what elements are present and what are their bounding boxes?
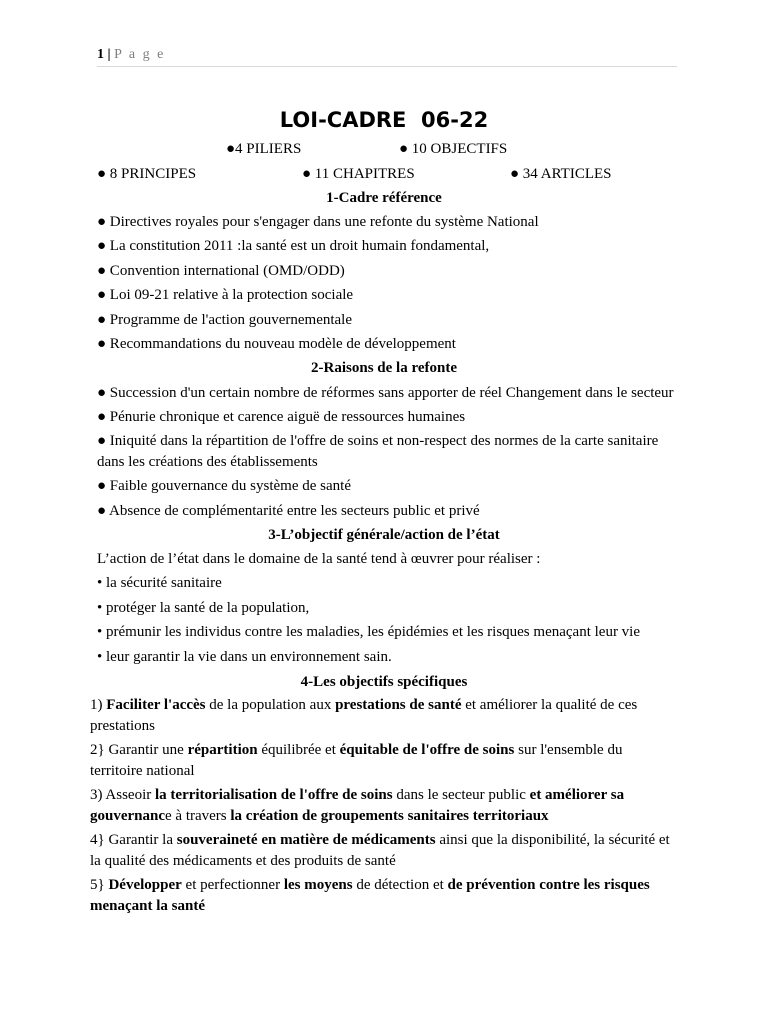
list-item: ● Convention international (OMD/ODD) bbox=[97, 263, 345, 279]
section-heading-objectifs-specifiques: 4-Les objectifs spécifiques bbox=[300, 674, 468, 690]
item-emphasis: la création de groupements sanitaires territoriaux bbox=[230, 808, 549, 824]
list-item: ● Programme de l'action gouvernementale bbox=[97, 312, 353, 328]
list-item: ● Succession d'un certain nombre de réformes sans apporter de réel Changement dans le secteur bbox=[97, 385, 674, 401]
list-item: ● Directives royales pour s'engager dans une refonte du système National bbox=[97, 214, 539, 230]
list-item: ● Faible gouvernance du système de santé bbox=[97, 478, 351, 494]
item-emphasis: et améliorer sa gouvernanc bbox=[90, 787, 625, 824]
objective-item-1 bbox=[90, 695, 678, 737]
page-label: P a g e bbox=[114, 47, 166, 62]
list-item: ● Loi 09-21 relative à la protection sociale bbox=[97, 287, 354, 303]
item-text: 5} bbox=[90, 877, 109, 893]
header-separator: | bbox=[107, 47, 111, 62]
item-text: et perfectionner bbox=[181, 877, 284, 893]
item-text: et améliorer la qualité de ces prestations bbox=[90, 697, 638, 734]
summary-piliers: ●4 PILIERS bbox=[226, 141, 302, 157]
summary-principes: ● 8 PRINCIPES bbox=[97, 166, 197, 182]
item-text: 2} Garantir une bbox=[90, 742, 188, 758]
item-emphasis: prestations de santé bbox=[335, 697, 462, 713]
item-text: de détection et bbox=[352, 877, 448, 893]
item-text: équilibrée et bbox=[257, 742, 340, 758]
item-emphasis: Développer bbox=[108, 877, 182, 893]
list-item: ● Iniquité dans la répartition de l'offre de soins et non-respect des normes de la carte sanitaire dans les créations des établissements bbox=[97, 433, 659, 470]
objective-item-3 bbox=[90, 785, 678, 827]
page-header bbox=[97, 46, 677, 67]
section-heading-cadre-reference: 1-Cadre référence bbox=[326, 190, 442, 206]
document-title: LOI-CADRE 06-22 bbox=[279, 108, 489, 132]
summary-articles: ● 34 ARTICLES bbox=[510, 166, 612, 182]
section-heading-raisons-refonte: 2-Raisons de la refonte bbox=[311, 360, 457, 376]
item-emphasis: Faciliter l'accès bbox=[106, 697, 206, 713]
item-text: 4} Garantir la bbox=[90, 832, 177, 848]
item-emphasis: les moyens bbox=[283, 877, 353, 893]
section-intro: L’action de l’état dans le domaine de la santé tend à œuvrer pour réaliser : bbox=[97, 551, 541, 567]
item-text: sur l'ensemble du territoire national bbox=[90, 742, 623, 779]
objective-item-2 bbox=[90, 740, 678, 782]
item-emphasis: répartition bbox=[187, 742, 258, 758]
item-text: ainsi que la disponibilité, la sécurité et la qualité des médicaments et des produits de santé bbox=[90, 832, 670, 869]
list-item: ● Pénurie chronique et carence aiguë de ressources humaines bbox=[97, 409, 466, 425]
item-emphasis: souveraineté en matière de médicaments bbox=[176, 832, 436, 848]
item-text: 3) Asseoir bbox=[90, 787, 155, 803]
list-item: • leur garantir la vie dans un environnement sain. bbox=[97, 649, 392, 665]
item-text: dans le secteur public bbox=[392, 787, 530, 803]
list-item: ● La constitution 2011 :la santé est un droit humain fondamental, bbox=[97, 238, 490, 254]
summary-objectifs: ● 10 OBJECTIFS bbox=[399, 141, 508, 157]
item-text: e à travers bbox=[165, 808, 231, 824]
list-item: ● Absence de complémentarité entre les secteurs public et privé bbox=[97, 503, 480, 519]
list-item: • protéger la santé de la population, bbox=[97, 600, 310, 616]
item-text: de la population aux bbox=[205, 697, 336, 713]
summary-chapitres: ● 11 CHAPITRES bbox=[302, 166, 415, 182]
list-item: ● Recommandations du nouveau modèle de développement bbox=[97, 336, 456, 352]
objective-item-5 bbox=[90, 875, 678, 917]
item-emphasis: la territorialisation de l'offre de soins bbox=[155, 787, 393, 803]
list-item: • prémunir les individus contre les maladies, les épidémies et les risques menaçant leur vie bbox=[97, 624, 641, 640]
item-emphasis: équitable de l'offre de soins bbox=[339, 742, 515, 758]
objective-item-4 bbox=[90, 830, 678, 872]
item-emphasis: de prévention contre les risques menaçant la santé bbox=[90, 877, 650, 914]
item-text: 1) bbox=[90, 697, 107, 713]
page-number: 1 bbox=[97, 47, 104, 62]
section-heading-objectif-general: 3-L’objectif générale/action de l’état bbox=[268, 527, 500, 543]
list-item: • la sécurité sanitaire bbox=[97, 575, 222, 591]
